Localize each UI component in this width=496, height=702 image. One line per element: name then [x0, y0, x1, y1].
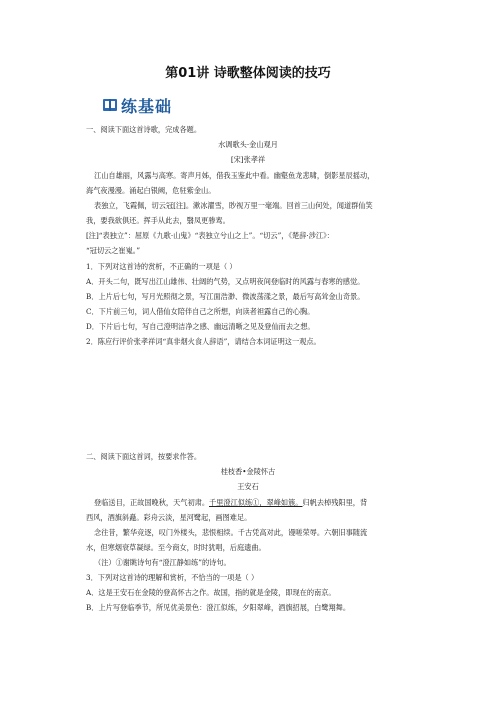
- q1-poem-title: 水调歌头·金山观月: [218, 140, 278, 149]
- option-a: A．这是王安石在金陵的登高怀古之作。故国，指的就是金陵，即现在的南京。: [86, 588, 336, 597]
- option-d: D．下片后七句，写自己澄明洁净之感、幽远清晰之见及登仙而去之想。: [86, 322, 315, 331]
- section-badge: [102, 94, 172, 116]
- q1-poem-line: 海气夜漫漫。涌起白银阙，危驻紫金山。: [86, 186, 216, 195]
- question-2: 2．陈应行评价张孝祥词“真非烟火食人辞语”，请结合本词证明这一观点。: [86, 337, 321, 346]
- q2-poem-line: 水，但寒烟衰草凝绿。至今商女，时时犹唱，后庭遗曲。: [86, 543, 266, 552]
- q2-line1-after: 归帆去棹残阳里，背: [302, 498, 368, 507]
- q2-author: 王安石: [237, 482, 259, 491]
- q2-line1-underlined: 千里澄江似练①，翠峰如簇。: [209, 498, 303, 507]
- q2-poem-line: 西风，酒旗斜矗。彩舟云淡，星河鹭起，画图难足。: [86, 513, 252, 522]
- option-c: C．下片前三句，词人借仙女陪伴自己之所想，向读者袒露自己的心胸。: [86, 307, 315, 316]
- q1-note: [注]“表独立”：屈原《九歌·山鬼》“表独立兮山之上”。“切云”，《楚辞·涉江》：: [86, 231, 334, 240]
- question-3: 3．下列对这首诗的理解和赏析，不恰当的一项是（ ）: [86, 573, 259, 582]
- option-b: B．上片写登临季节，所见优美景色：澄江似练，夕阳翠峰，酒旗招展，白鹭翔舞。: [86, 603, 351, 612]
- q2-intro: 二、阅读下面这首词，按要求作答。: [86, 452, 202, 461]
- q1-author: [宋]张孝祥: [230, 155, 266, 164]
- question-1: 1．下列对这首诗的赏析，不正确的一项是（ ）: [86, 262, 237, 271]
- q2-poem-line: 念往昔，繁华竞逐，叹门外楼头，悲恨相续。千古凭高对此，谩嗟荣辱。六朝旧事随流: [94, 528, 368, 537]
- option-a: A．开头二句，既写出江山雄伟、壮阔的气势，又点明夜间登临时的风露与春寒的感觉。: [86, 277, 365, 286]
- page-title: 第01讲 诗歌整体阅读的技巧: [165, 66, 331, 81]
- q1-poem-line: 我，要我欲俱还。挥手从此去，翳凤更骖鸾。: [86, 216, 230, 225]
- option-b: B．上片后七句，写月光照彻之景，写江面浩渺、微波荡漾之景，最后写高耸金山奇景。: [86, 292, 365, 301]
- q1-intro: 一、阅读下面这首诗歌，完成各题。: [86, 125, 202, 134]
- section-label: 练基础: [121, 96, 173, 116]
- q1-poem-line: 表独立，飞霞佩，切云冠[注]。漱冰濯雪，眇视万里一毫端。回首三山何处，闻道群仙笑: [94, 201, 373, 210]
- q2-line1-before: 登临送目，正故国晚秋，天气初肃。: [94, 498, 210, 507]
- q2-note: （注）①谢眺诗句有“澄江静如练”的诗句。: [94, 558, 231, 567]
- q1-note: “冠切云之崔嵬。”: [86, 246, 141, 255]
- q1-poem-line: 江山自雄丽，风露与高寒。寄声月姊，借我玉鉴此中看。幽壑鱼龙悲啸，倒影星辰摇动，: [94, 171, 375, 180]
- book-icon: [102, 97, 118, 113]
- q2-poem-title: 桂枝香•金陵怀古: [220, 467, 276, 476]
- q2-poem-line: [94, 496, 412, 510]
